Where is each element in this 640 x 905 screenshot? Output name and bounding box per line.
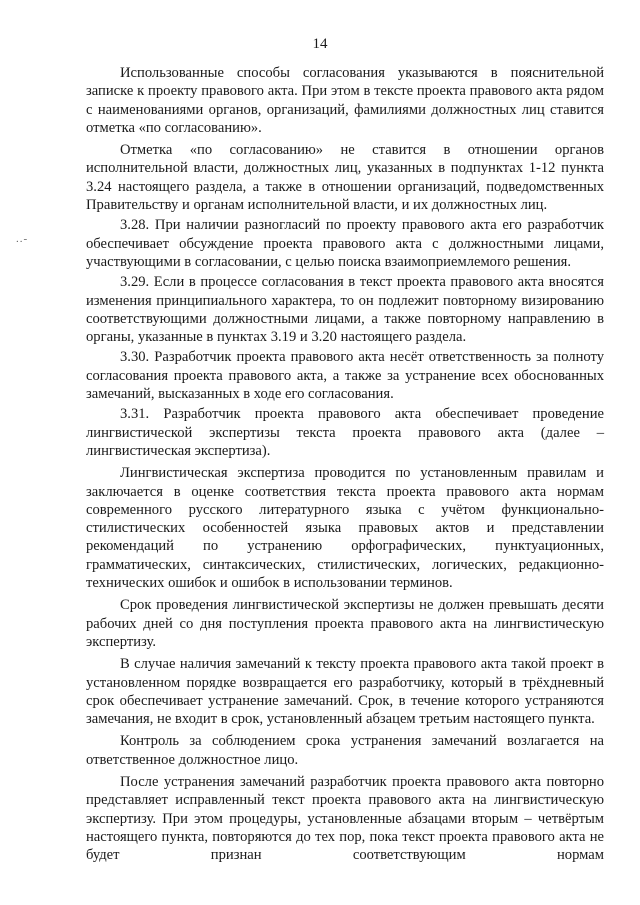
paragraph-resubmission: После устранения замечаний разработчик проекта правового акта повторно представляет исправленный текст проекта правового акта на лингвистическую экспертизу. При этом процедуры, установленные абзацами вторым – четвёртым настоящего пункта, повторяются до тех пор, пока текст проекта правового акта не будет признан соответствующим нормам [86, 773, 604, 864]
paragraph-approval-mark: Отметка «по согласованию» не ставится в отношении органов исполнительной власти, должностных лиц, указанных в подпунктах 1-12 пункта 3.24 настоящего раздела, а также в отношении организаций, подведомственных Правительству и органам исполнительной власти, и их должностных лиц. [86, 142, 604, 214]
paragraph-linguistic-expertise: Лингвистическая экспертиза проводится по установленным правилам и заключается в оценке соответствия текста проекта правового акта нормам современного русского литературного языка с учётом функционально-стилистических особенностей языка правовых актов и представлении рекомендаций по устранению орфографических, пунктуационных, грамматических, синтаксических, стилистических, логических, редакционно-технических ошибок и ошибок в использовании терминов. [86, 465, 604, 592]
scan-artifact: ..- [16, 233, 29, 245]
paragraph-expertise-deadline: Срок проведения лингвистической экспертизы не должен превышать десяти рабочих дней со дня поступления проекта правового акта на лингвистическую экспертизу. [86, 597, 604, 650]
page-number: 14 [312, 36, 328, 52]
paragraph-3-30: 3.30. Разработчик проекта правового акта несёт ответственность за полноту согласования проекта правового акта, а также за устранение всех обоснованных замечаний, высказанных в ходе его согласования. [86, 349, 604, 403]
paragraph-remarks-return: В случае наличия замечаний к тексту проекта правового акта такой проект в установленном порядке возвращается его разработчику, который в трёхдневный срок обеспечивает устранение замечаний. Срок, в течение которого устраняются замечания, не входит в срок, установленный абзацем третьим настоящего пункта. [86, 656, 604, 728]
paragraph-3-31: 3.31. Разработчик проекта правового акта обеспечивает проведение лингвистической экспертизы текста проекта правового акта (далее – лингвистическая экспертиза). [86, 406, 604, 459]
paragraph-3-28: 3.28. При наличии разногласий по проекту правового акта его разработчик обеспечивает обсуждение проекта правового акта с должностными лицами, участвующими в согласовании, с целью поиска взаимоприемлемого решения. [86, 217, 604, 270]
document-body [86, 64, 604, 866]
paragraph-3-29: 3.29. Если в процессе согласования в текст проекта правового акта вносятся изменения принципиального характера, то он подлежит повторному визированию соответствующими должностными лицами, а также повторному направлению в органы, указанные в пунктах 3.19 и 3.20 настоящего раздела. [86, 274, 604, 346]
paragraph-approval-methods: Использованные способы согласования указываются в пояснительной записке к проекту правового акта. При этом в тексте проекта правового акта рядом с наименованиями органов, организаций, фамилиями должностных лиц ставится отметка «по согласованию». [86, 65, 604, 136]
paragraph-deadline-control: Контроль за соблюдением срока устранения замечаний возлагается на ответственное должностное лицо. [86, 733, 604, 768]
